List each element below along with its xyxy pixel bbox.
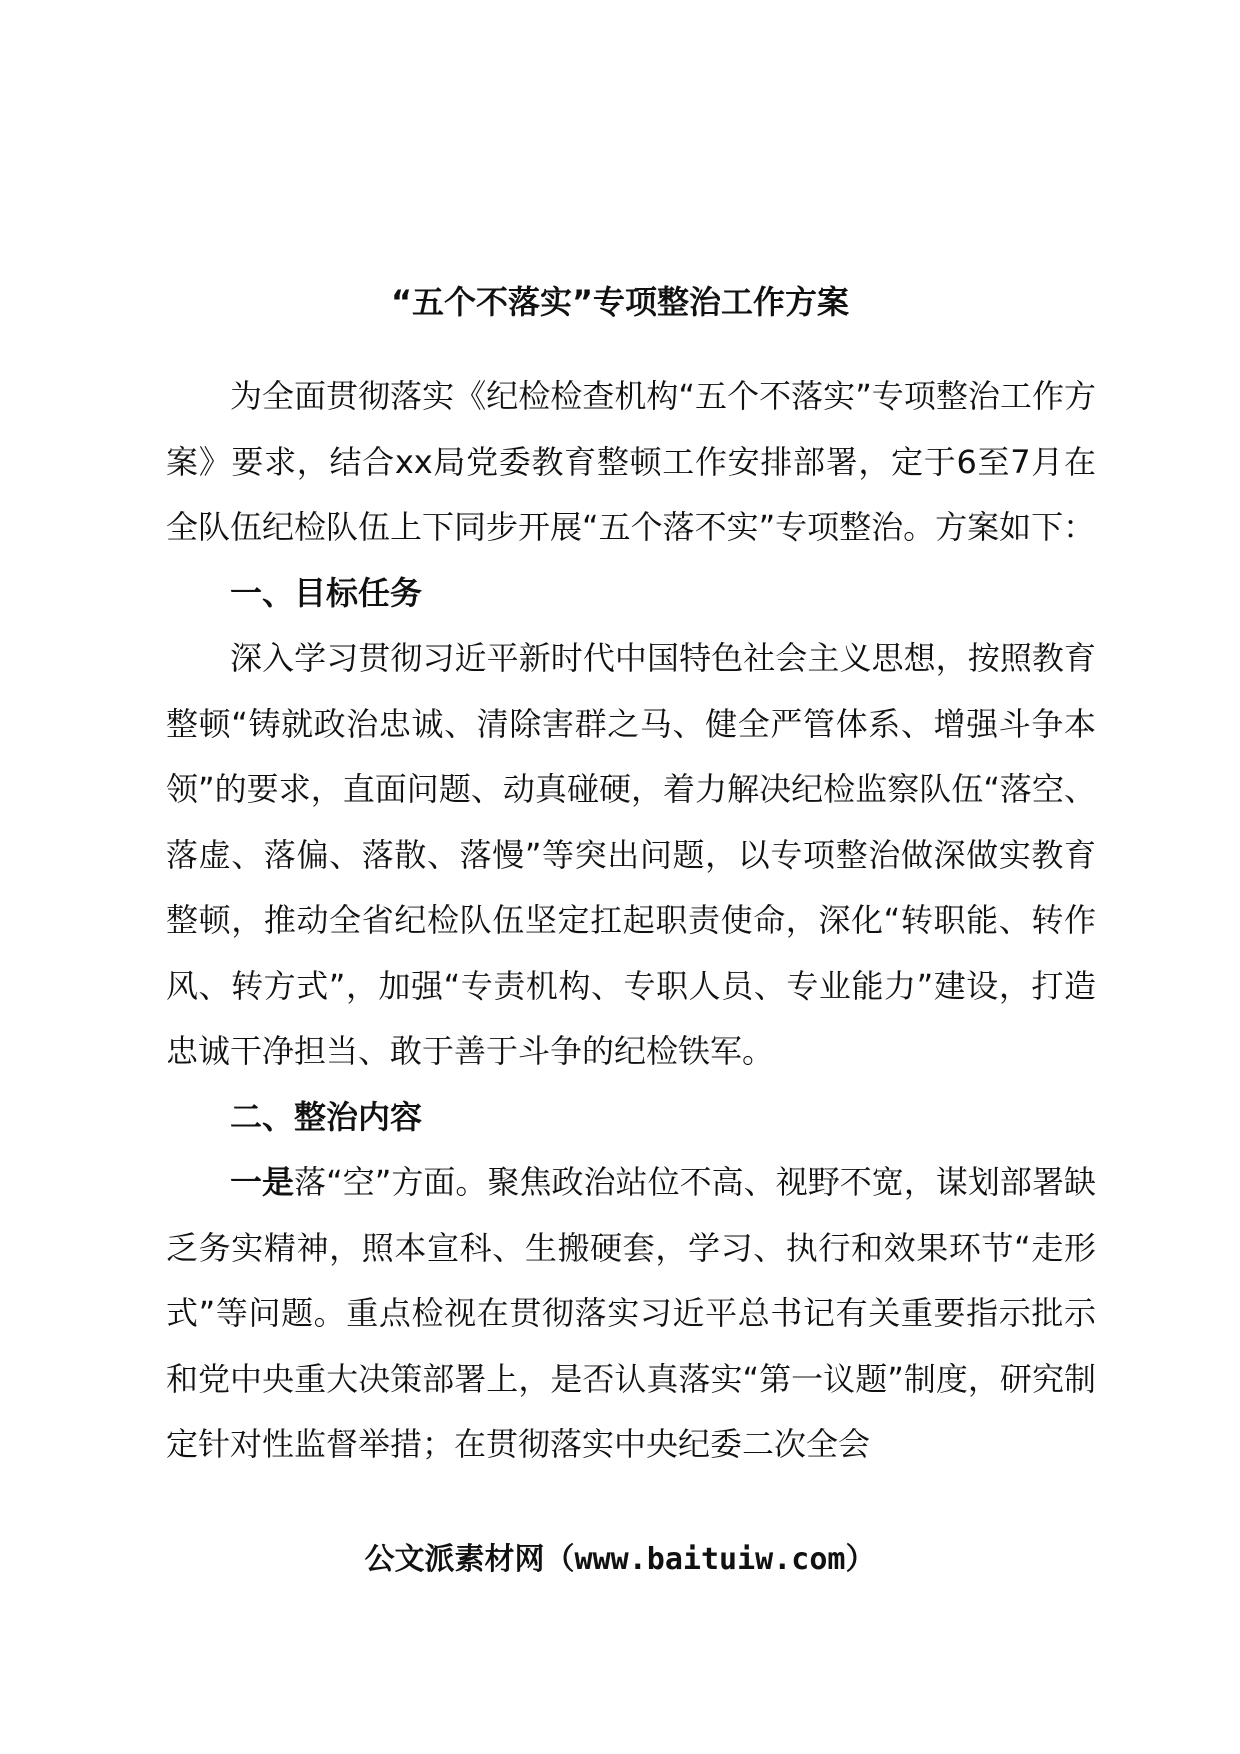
goals-paragraph: 深入学习贯彻习近平新时代中国特色社会主义思想，按照教育整顿“铸就政治忠诚、清除害群之马、健全严管体系、增强斗争本领”的要求，直面问题、动真碰硬，着力解决纪检监察队伍“落空、落虚、落偏、落散、落慢”等突出问题，以专项整治做深做实教育整顿，推动全省纪检队伍坚定扛起职责使命，深化“转职能、转作风、转方式”，加强“专责机构、专职人员、专业能力”建设，打造忠诚干净担当、敢于善于斗争的纪检铁军。	[166, 639, 1096, 1070]
footer-url: （www.baituiw.com）	[544, 1542, 876, 1577]
section-heading-goals: 一、目标任务	[230, 573, 423, 612]
item-body: 落“空”方面。聚焦政治站位不高、视野不宽，谋划部署缺乏务实精神，照本宣科、生搬硬套，学习、执行和效果环节“走形式”等问题。重点检视在贯彻落实习近平总书记有关重要指示批示和党中央重大决策部署上，是否认真落实“第一议题”制度，研究制定针对性监督举措；在贯彻落实中央纪委二次全会	[166, 1163, 1096, 1463]
document-body	[166, 364, 1096, 1478]
intro-paragraph: 为全面贯彻落实《纪检检查机构“五个不落实”专项整治工作方案》要求，结合xx局党委教育整顿工作安排部署，定于6至7月在全队伍纪检队伍上下同步开展“五个落不实”专项整治。方案如下：	[166, 377, 1096, 546]
document-title: “五个不落实”专项整治工作方案	[390, 283, 850, 321]
content-item-1	[166, 1150, 1096, 1478]
footer-site-name: 公文派素材网	[364, 1542, 545, 1577]
footer-watermark	[0, 1535, 1240, 1585]
item-lead: 一是	[230, 1163, 295, 1201]
section-heading-content: 二、整治内容	[230, 1097, 423, 1136]
